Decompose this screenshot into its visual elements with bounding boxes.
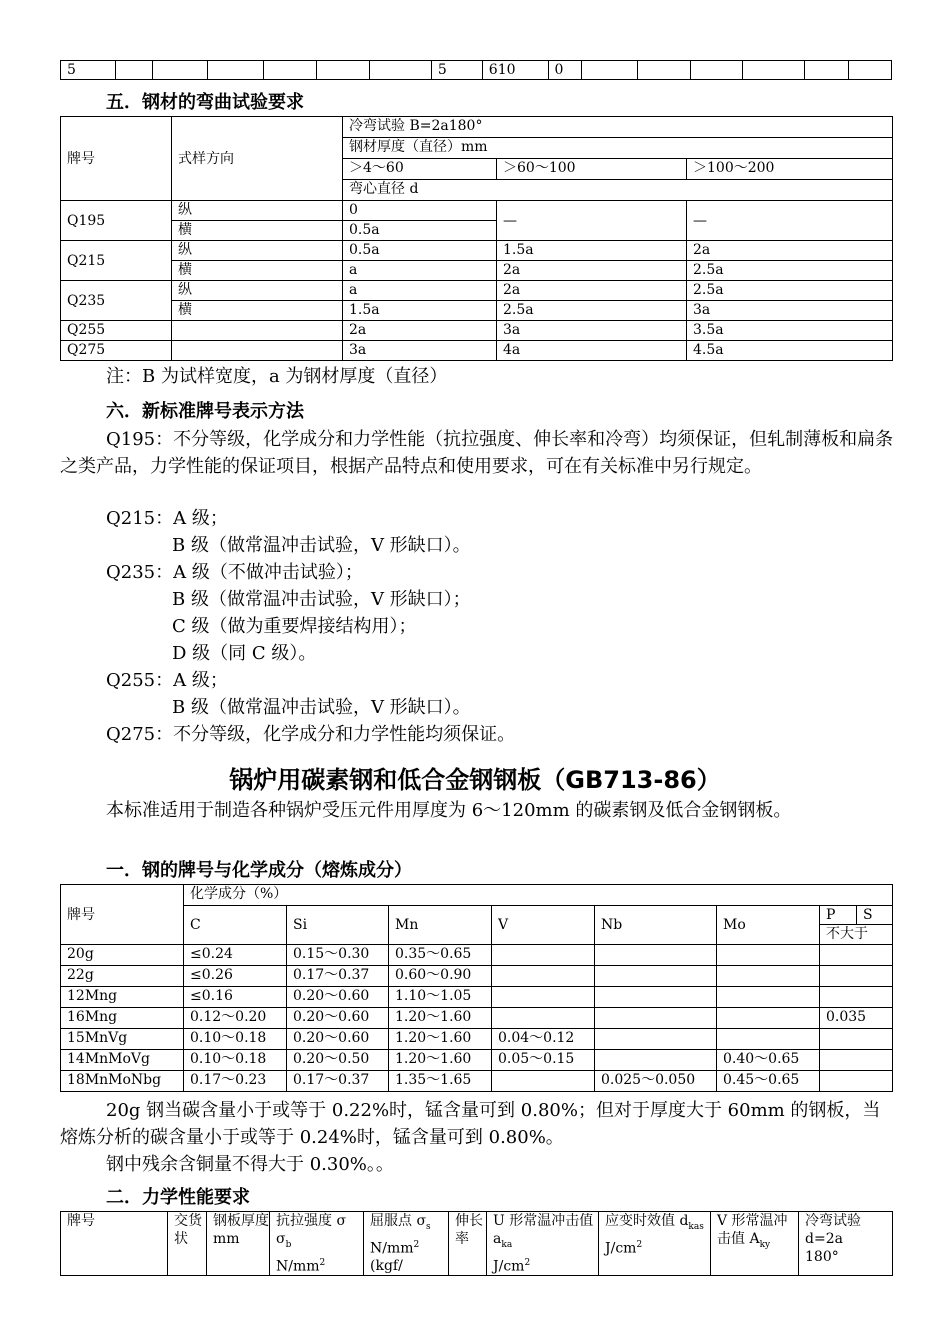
chemistry-table	[60, 884, 893, 1092]
cell	[492, 945, 595, 966]
grade-cell: Q255	[61, 321, 172, 341]
cell	[820, 1029, 893, 1050]
header-v-impact	[711, 1212, 799, 1276]
cell	[492, 966, 595, 987]
value-cell: 3a	[343, 341, 497, 361]
header-strain-aging	[599, 1212, 711, 1276]
section-heading-bend-test: 五．钢材的弯曲试验要求	[106, 92, 304, 113]
value-cell: 2.5a	[497, 301, 687, 321]
value-cell: 0.5a	[343, 221, 497, 241]
header-u-impact	[487, 1212, 599, 1276]
cell	[595, 1050, 717, 1071]
table-row	[61, 261, 893, 281]
table-row	[61, 1071, 893, 1092]
cold-bend-d: d=2a	[805, 1231, 843, 1247]
cell	[582, 61, 637, 80]
cell: 0.15～0.30	[287, 945, 389, 966]
cell	[820, 1050, 893, 1071]
bend-test-table	[60, 116, 893, 361]
header-s: S	[857, 906, 893, 925]
cell: 0.20～0.50	[287, 1050, 389, 1071]
yield-unit-alt: (kgf/	[370, 1258, 403, 1275]
intro-paragraph: 本标准适用于制造各种锅炉受压元件用厚度为 6～120mm 的碳素钢及低合金钢钢板。	[106, 800, 792, 821]
header-p: P	[820, 906, 857, 925]
direction-cell: 纵	[172, 201, 343, 221]
header-tensile	[270, 1212, 364, 1276]
table-row	[61, 117, 893, 138]
cell	[820, 966, 893, 987]
header-direction: 式样方向	[172, 117, 343, 201]
line-q275: Q275：不分等级，化学成分和力学性能均须保证。	[106, 724, 516, 745]
value-cell: 3.5a	[687, 321, 893, 341]
cell	[637, 61, 690, 80]
line-q235-d: D 级（同 C 级）。	[172, 643, 317, 664]
line-q255-b: B 级（做常温冲击试验，V 形缺口）。	[172, 697, 471, 718]
grade-cell: Q215	[61, 241, 172, 281]
direction-cell: 横	[172, 301, 343, 321]
value-cell: 4.5a	[687, 341, 893, 361]
cell: 0.20～0.60	[287, 987, 389, 1008]
cell: 0.20～0.60	[287, 1029, 389, 1050]
cell	[370, 61, 431, 80]
cell	[717, 966, 820, 987]
cell	[492, 1071, 595, 1092]
cell: 610	[482, 61, 548, 80]
grade-cell: Q235	[61, 281, 172, 321]
manganese-note: 20g 钢当碳含量小于或等于 0.22%时，锰含量可到 0.80%；但对于厚度大于 60mm 的钢板，当熔炼分析的碳含量小于或等于 0.24%时，锰含量可到 0.80%。	[60, 1100, 881, 1148]
header-elongation: 伸长率	[449, 1212, 487, 1276]
header-si: Si	[287, 906, 389, 945]
tensile-unit: $N/mm^2$	[276, 1257, 326, 1275]
cell	[116, 61, 153, 80]
header-range-3: ＞100～200	[687, 159, 893, 180]
cell: 0.05～0.15	[492, 1050, 595, 1071]
cell	[595, 945, 717, 966]
cell: 22g	[61, 966, 184, 987]
cell: 0.35～0.65	[389, 945, 492, 966]
header-yield	[364, 1212, 449, 1276]
u-impact-unit: $J/cm^2$	[493, 1257, 531, 1275]
cell: 0.17～0.37	[287, 1071, 389, 1092]
cell: 14MnMoVg	[61, 1050, 184, 1071]
header-c: C	[184, 906, 287, 945]
cold-bend-angle: 180°	[805, 1249, 839, 1265]
line-q235-b: B 级（做常温冲击试验，V 形缺口）；	[172, 589, 471, 610]
header-range-1: ＞4～60	[343, 159, 497, 180]
copper-note: 钢中残余含铜量不得大于 0.30%。。	[106, 1154, 394, 1175]
header-mo: Mo	[717, 906, 820, 945]
header-thickness: 钢材厚度（直径）mm	[343, 138, 893, 159]
tensile-label: 抗拉强度 σ	[276, 1213, 347, 1229]
header-grade: 牌号	[61, 1212, 168, 1276]
u-impact-label: U 形常温冲击值 $a_{ka}$	[493, 1213, 594, 1250]
value-cell: 2a	[687, 241, 893, 261]
section-heading-chemistry: 一．钢的牌号与化学成分（熔炼成分）	[106, 860, 412, 881]
header-composition: 化学成分（%）	[184, 885, 893, 906]
header-thickness: 钢板厚度 mm	[207, 1212, 270, 1276]
cell: 0.17～0.23	[184, 1071, 287, 1092]
mechanical-table	[60, 1211, 893, 1276]
cell	[492, 1008, 595, 1029]
cell: 0.45～0.65	[717, 1071, 820, 1092]
direction-cell: 横	[172, 221, 343, 241]
cell: 5	[61, 61, 116, 80]
header-grade: 牌号	[61, 117, 172, 201]
line-q235-a: Q235：A 级（不做冲击试验）；	[106, 562, 363, 583]
cell: 12Mng	[61, 987, 184, 1008]
header-mn: Mn	[389, 906, 492, 945]
direction-cell	[172, 321, 343, 341]
cell	[804, 61, 849, 80]
cell	[743, 61, 804, 80]
value-cell: 3a	[497, 321, 687, 341]
line-q215-b: B 级（做常温冲击试验，V 形缺口）。	[172, 535, 471, 556]
cell: 0.40～0.65	[717, 1050, 820, 1071]
cell: 0.025～0.050	[595, 1071, 717, 1092]
value-cell: 2a	[497, 261, 687, 281]
value-cell: —	[497, 201, 687, 241]
cell	[690, 61, 743, 80]
cell: 5	[431, 61, 482, 80]
cell: 20g	[61, 945, 184, 966]
table-row	[61, 987, 893, 1008]
table-row	[61, 1029, 893, 1050]
table-row	[61, 1212, 893, 1276]
section-heading-new-grades: 六．新标准牌号表示方法	[106, 401, 304, 422]
header-nb: Nb	[595, 906, 717, 945]
table-row	[61, 201, 893, 221]
table-row	[61, 945, 893, 966]
cell	[820, 945, 893, 966]
paragraph-q195: Q195：不分等级，化学成分和力学性能（抗拉强度、伸长率和冷弯）均须保证，但轧制薄板和扁条之类产品，力学性能的保证项目，根据产品特点和使用要求，可在有关标准中另行规定。	[60, 429, 894, 477]
yield-unit: $N/mm^2$	[370, 1239, 420, 1257]
cell: 1.20～1.60	[389, 1050, 492, 1071]
value-cell: 1.5a	[343, 301, 497, 321]
table-row	[61, 241, 893, 261]
cell	[595, 1008, 717, 1029]
direction-cell: 纵	[172, 241, 343, 261]
header-bend-test: 冷弯试验 B=2a180°	[343, 117, 893, 138]
cell	[264, 61, 317, 80]
cell: 1.20～1.60	[389, 1008, 492, 1029]
cold-bend-label: 冷弯试验	[805, 1213, 861, 1229]
table-row	[61, 61, 892, 80]
line-q255-a: Q255：A 级；	[106, 670, 228, 691]
value-cell: 0.5a	[343, 241, 497, 261]
table-row	[61, 321, 893, 341]
cell: 1.20～1.60	[389, 1029, 492, 1050]
strain-aging-unit: $J/cm^2$	[605, 1239, 643, 1257]
value-cell: 4a	[497, 341, 687, 361]
value-cell: a	[343, 281, 497, 301]
direction-cell: 横	[172, 261, 343, 281]
header-grade: 牌号	[61, 885, 184, 945]
cell: 0.10～0.18	[184, 1050, 287, 1071]
cell: ≤0.16	[184, 987, 287, 1008]
cell: 0.10～0.18	[184, 1029, 287, 1050]
table-row	[61, 341, 893, 361]
cell	[208, 61, 264, 80]
strain-aging-label: 应变时效值 $d_{kas}$	[605, 1213, 704, 1232]
direction-cell: 纵	[172, 281, 343, 301]
cell: 0.20～0.60	[287, 1008, 389, 1029]
cell	[595, 1029, 717, 1050]
cell	[717, 1008, 820, 1029]
cell	[717, 987, 820, 1008]
section-heading-mechanical: 二．力学性能要求	[106, 1187, 250, 1208]
yield-label: 屈服点 $\sigma_s$	[370, 1213, 431, 1232]
cell: 18MnMoNbg	[61, 1071, 184, 1092]
cell	[717, 1029, 820, 1050]
value-cell: —	[687, 201, 893, 241]
value-cell: a	[343, 261, 497, 281]
cell: 15MnVg	[61, 1029, 184, 1050]
cell: 0.17～0.37	[287, 966, 389, 987]
cell	[717, 945, 820, 966]
grade-cell: Q275	[61, 341, 172, 361]
header-range-2: ＞60～100	[497, 159, 687, 180]
table-row	[61, 281, 893, 301]
v-impact-label: V 形常温冲击值 $A_{ky}$	[717, 1213, 788, 1250]
cell	[153, 61, 208, 80]
table-row	[61, 1008, 893, 1029]
cell	[820, 987, 893, 1008]
cell: 1.10～1.05	[389, 987, 492, 1008]
value-cell: 2a	[343, 321, 497, 341]
cell: 0	[548, 61, 582, 80]
direction-cell	[172, 341, 343, 361]
line-q215-a: Q215：A 级；	[106, 508, 228, 529]
value-cell: 2.5a	[687, 281, 893, 301]
cell: 16Mng	[61, 1008, 184, 1029]
value-cell: 0	[343, 201, 497, 221]
header-v: V	[492, 906, 595, 945]
table-row	[61, 301, 893, 321]
cell: 0.035	[820, 1008, 893, 1029]
header-max: 不大于	[820, 925, 893, 945]
cell: 0.60～0.90	[389, 966, 492, 987]
cell: ≤0.26	[184, 966, 287, 987]
cell: 1.35～1.65	[389, 1071, 492, 1092]
cell	[820, 1071, 893, 1092]
cell	[849, 61, 892, 80]
bend-test-note: 注：B 为试样宽度，a 为钢材厚度（直径）	[106, 366, 448, 387]
cell: 0.12～0.20	[184, 1008, 287, 1029]
header-mandrel: 弯心直径 d	[343, 180, 893, 201]
previous-table-row	[60, 60, 892, 80]
value-cell: 3a	[687, 301, 893, 321]
header-delivery: 交货状	[168, 1212, 207, 1276]
cell	[595, 987, 717, 1008]
cell	[595, 966, 717, 987]
value-cell: 2.5a	[687, 261, 893, 281]
table-row	[61, 906, 893, 925]
page-title: 锅炉用碳素钢和低合金钢钢板（GB713-86）	[229, 766, 721, 794]
cell	[492, 987, 595, 1008]
table-row	[61, 966, 893, 987]
cell	[317, 61, 370, 80]
tensile-symbol: $\sigma_b$	[276, 1231, 292, 1250]
value-cell: 1.5a	[497, 241, 687, 261]
grade-cell: Q195	[61, 201, 172, 241]
line-q235-c: C 级（做为重要焊接结构用）；	[172, 616, 417, 637]
table-row	[61, 885, 893, 906]
value-cell: 2a	[497, 281, 687, 301]
cell: 0.04～0.12	[492, 1029, 595, 1050]
table-row	[61, 1050, 893, 1071]
header-cold-bend	[799, 1212, 893, 1276]
cell: ≤0.24	[184, 945, 287, 966]
